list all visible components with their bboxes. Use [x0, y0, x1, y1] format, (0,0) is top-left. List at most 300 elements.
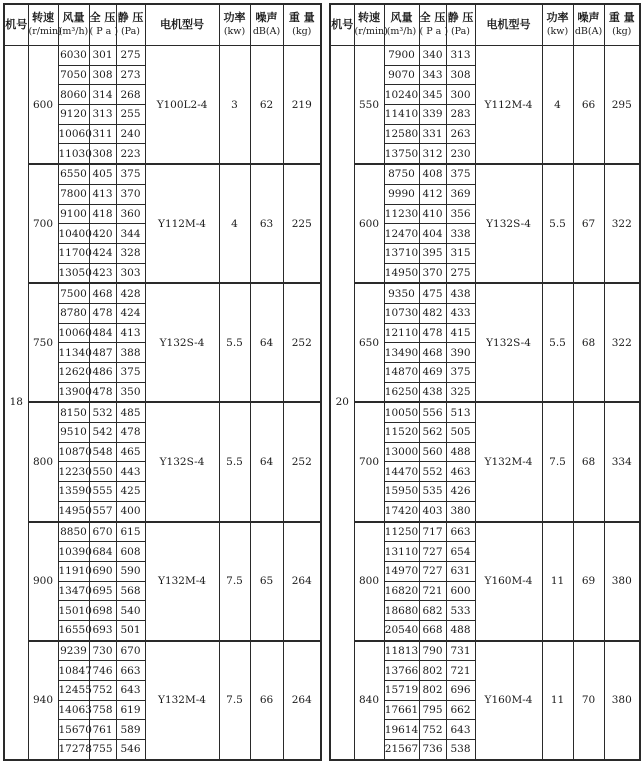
motor-model-cell: Y100L2-4	[145, 46, 219, 165]
flow-cell: 14970	[384, 561, 419, 581]
static-pressure-cell: 388	[116, 343, 145, 363]
weight-cell: 380	[604, 522, 640, 641]
total-pressure-cell: 313	[89, 105, 116, 125]
noise-cell: 69	[573, 522, 604, 641]
static-pressure-cell: 721	[446, 661, 475, 681]
static-pressure-cell: 465	[116, 442, 145, 462]
static-pressure-cell: 590	[116, 561, 145, 581]
flow-cell: 11230	[384, 204, 419, 224]
flow-cell: 12580	[384, 124, 419, 144]
total-pressure-cell: 413	[89, 184, 116, 204]
col-header-total-pressure: 全 压 ( P a )	[419, 4, 446, 46]
power-cell: 5.5	[542, 283, 573, 402]
col-header-weight: 重 量 (kg)	[604, 4, 640, 46]
col-header-power: 功率 (kw)	[219, 4, 250, 46]
weight-cell: 252	[283, 283, 321, 402]
static-pressure-cell: 356	[446, 204, 475, 224]
flow-cell: 17420	[384, 501, 419, 521]
static-pressure-cell: 263	[446, 124, 475, 144]
flow-cell: 17278	[58, 740, 89, 760]
flow-cell: 15670	[58, 720, 89, 740]
total-pressure-cell: 469	[419, 363, 446, 383]
static-pressure-cell: 375	[446, 363, 475, 383]
total-pressure-cell: 727	[419, 542, 446, 562]
static-pressure-cell: 230	[446, 144, 475, 164]
power-cell: 11	[542, 522, 573, 641]
flow-cell: 13000	[384, 442, 419, 462]
noise-cell: 68	[573, 402, 604, 521]
total-pressure-cell: 682	[419, 601, 446, 621]
total-pressure-cell: 552	[419, 462, 446, 482]
static-pressure-cell: 275	[116, 46, 145, 66]
static-pressure-cell: 478	[116, 423, 145, 443]
motor-model-cell: Y132M-4	[475, 402, 542, 521]
total-pressure-cell: 308	[89, 144, 116, 164]
noise-cell: 67	[573, 164, 604, 283]
flow-cell: 16250	[384, 382, 419, 402]
total-pressure-cell: 556	[419, 402, 446, 422]
flow-cell: 9350	[384, 283, 419, 303]
col-header-machine: 机号	[330, 4, 354, 46]
total-pressure-cell: 311	[89, 124, 116, 144]
flow-cell: 10730	[384, 303, 419, 323]
static-pressure-cell: 696	[446, 681, 475, 701]
motor-model-cell: Y132M-4	[145, 522, 219, 641]
flow-cell: 10060	[58, 124, 89, 144]
speed-cell: 600	[28, 46, 58, 165]
total-pressure-cell: 395	[419, 243, 446, 263]
flow-cell: 14470	[384, 462, 419, 482]
static-pressure-cell: 643	[116, 681, 145, 701]
total-pressure-cell: 555	[89, 482, 116, 502]
total-pressure-cell: 410	[419, 204, 446, 224]
weight-cell: 334	[604, 402, 640, 521]
total-pressure-cell: 403	[419, 501, 446, 521]
flow-cell: 10240	[384, 85, 419, 105]
flow-cell: 13110	[384, 542, 419, 562]
static-pressure-cell: 505	[446, 423, 475, 443]
flow-cell: 13470	[58, 581, 89, 601]
static-pressure-cell: 488	[446, 442, 475, 462]
total-pressure-cell: 550	[89, 462, 116, 482]
speed-cell: 550	[354, 46, 384, 165]
noise-cell: 63	[250, 164, 283, 283]
total-pressure-cell: 468	[419, 343, 446, 363]
table-row	[330, 641, 640, 661]
speed-cell: 940	[28, 641, 58, 760]
noise-cell: 68	[573, 283, 604, 402]
total-pressure-cell: 438	[419, 382, 446, 402]
total-pressure-cell: 478	[419, 323, 446, 343]
flow-cell: 12110	[384, 323, 419, 343]
weight-cell: 295	[604, 46, 640, 165]
weight-cell: 322	[604, 164, 640, 283]
flow-cell: 16820	[384, 581, 419, 601]
total-pressure-cell: 761	[89, 720, 116, 740]
flow-cell: 8750	[384, 164, 419, 184]
flow-cell: 10400	[58, 224, 89, 244]
static-pressure-cell: 283	[446, 105, 475, 125]
total-pressure-cell: 418	[89, 204, 116, 224]
total-pressure-cell: 482	[419, 303, 446, 323]
total-pressure-cell: 790	[419, 641, 446, 661]
flow-cell: 12620	[58, 363, 89, 383]
total-pressure-cell: 721	[419, 581, 446, 601]
static-pressure-cell: 428	[116, 283, 145, 303]
static-pressure-cell: 360	[116, 204, 145, 224]
flow-cell: 10847	[58, 661, 89, 681]
table-row	[4, 283, 321, 303]
power-cell: 5.5	[219, 402, 250, 521]
static-pressure-cell: 540	[116, 601, 145, 621]
col-header-motor: 电机型号	[145, 4, 219, 46]
static-pressure-cell: 670	[116, 641, 145, 661]
total-pressure-cell: 717	[419, 522, 446, 542]
total-pressure-cell: 314	[89, 85, 116, 105]
flow-cell: 14870	[384, 363, 419, 383]
static-pressure-cell: 426	[446, 482, 475, 502]
motor-model-cell: Y112M-4	[145, 164, 219, 283]
power-cell: 11	[542, 641, 573, 760]
total-pressure-cell: 312	[419, 144, 446, 164]
static-pressure-cell: 608	[116, 542, 145, 562]
machine-number-cell: 18	[4, 46, 28, 760]
flow-cell: 13766	[384, 661, 419, 681]
motor-model-cell: Y132S-4	[475, 283, 542, 402]
flow-cell: 18680	[384, 601, 419, 621]
table-header-row	[330, 4, 640, 46]
noise-cell: 70	[573, 641, 604, 760]
total-pressure-cell: 758	[89, 700, 116, 720]
total-pressure-cell: 345	[419, 85, 446, 105]
speed-cell: 600	[354, 164, 384, 283]
static-pressure-cell: 654	[446, 542, 475, 562]
total-pressure-cell: 331	[419, 124, 446, 144]
static-pressure-cell: 400	[116, 501, 145, 521]
total-pressure-cell: 548	[89, 442, 116, 462]
static-pressure-cell: 380	[446, 501, 475, 521]
table-row	[4, 164, 321, 184]
table-row	[4, 46, 321, 66]
flow-cell: 9239	[58, 641, 89, 661]
static-pressure-cell: 643	[446, 720, 475, 740]
flow-cell: 11910	[58, 561, 89, 581]
flow-cell: 15010	[58, 601, 89, 621]
total-pressure-cell: 698	[89, 601, 116, 621]
total-pressure-cell: 684	[89, 542, 116, 562]
static-pressure-cell: 390	[446, 343, 475, 363]
static-pressure-cell: 438	[446, 283, 475, 303]
motor-model-cell: Y132S-4	[475, 164, 542, 283]
static-pressure-cell: 308	[446, 65, 475, 85]
total-pressure-cell: 478	[89, 303, 116, 323]
static-pressure-cell: 424	[116, 303, 145, 323]
flow-cell: 10870	[58, 442, 89, 462]
flow-cell: 11250	[384, 522, 419, 542]
static-pressure-cell: 413	[116, 323, 145, 343]
col-header-machine: 机号	[4, 4, 28, 46]
motor-model-cell: Y160M-4	[475, 641, 542, 760]
table-row	[330, 402, 640, 422]
static-pressure-cell: 488	[446, 620, 475, 640]
speed-cell: 900	[28, 522, 58, 641]
static-pressure-cell: 568	[116, 581, 145, 601]
static-pressure-cell: 501	[116, 620, 145, 640]
total-pressure-cell: 670	[89, 522, 116, 542]
flow-cell: 7900	[384, 46, 419, 66]
total-pressure-cell: 695	[89, 581, 116, 601]
static-pressure-cell: 731	[446, 641, 475, 661]
col-header-flow: 风量 (m³/h)	[384, 4, 419, 46]
speed-cell: 800	[354, 522, 384, 641]
flow-cell: 10390	[58, 542, 89, 562]
speed-cell: 840	[354, 641, 384, 760]
flow-cell: 13750	[384, 144, 419, 164]
motor-model-cell: Y132M-4	[145, 641, 219, 760]
machine-number-cell: 20	[330, 46, 354, 760]
total-pressure-cell: 424	[89, 243, 116, 263]
static-pressure-cell: 433	[446, 303, 475, 323]
table-row	[330, 164, 640, 184]
static-pressure-cell: 425	[116, 482, 145, 502]
flow-cell: 14063	[58, 700, 89, 720]
flow-cell: 13490	[384, 343, 419, 363]
total-pressure-cell: 405	[89, 164, 116, 184]
total-pressure-cell: 693	[89, 620, 116, 640]
static-pressure-cell: 325	[446, 382, 475, 402]
flow-cell: 13900	[58, 382, 89, 402]
table-row	[4, 641, 321, 661]
weight-cell: 264	[283, 522, 321, 641]
power-cell: 7.5	[219, 522, 250, 641]
flow-cell: 10060	[58, 323, 89, 343]
weight-cell: 225	[283, 164, 321, 283]
power-cell: 5.5	[219, 283, 250, 402]
flow-cell: 9100	[58, 204, 89, 224]
total-pressure-cell: 752	[419, 720, 446, 740]
flow-cell: 19614	[384, 720, 419, 740]
motor-model-cell: Y160M-4	[475, 522, 542, 641]
weight-cell: 264	[283, 641, 321, 760]
total-pressure-cell: 301	[89, 46, 116, 66]
total-pressure-cell: 468	[89, 283, 116, 303]
weight-cell: 380	[604, 641, 640, 760]
total-pressure-cell: 370	[419, 263, 446, 283]
flow-cell: 15719	[384, 681, 419, 701]
static-pressure-cell: 275	[446, 263, 475, 283]
speed-cell: 700	[354, 402, 384, 521]
static-pressure-cell: 631	[446, 561, 475, 581]
speed-cell: 650	[354, 283, 384, 402]
flow-cell: 16550	[58, 620, 89, 640]
power-cell: 7.5	[219, 641, 250, 760]
table-header-row	[4, 4, 321, 46]
noise-cell: 65	[250, 522, 283, 641]
total-pressure-cell: 795	[419, 700, 446, 720]
flow-cell: 13590	[58, 482, 89, 502]
flow-cell: 8850	[58, 522, 89, 542]
total-pressure-cell: 736	[419, 740, 446, 760]
flow-cell: 10050	[384, 402, 419, 422]
power-cell: 4	[219, 164, 250, 283]
flow-cell: 21567	[384, 740, 419, 760]
speed-cell: 750	[28, 283, 58, 402]
static-pressure-cell: 300	[446, 85, 475, 105]
static-pressure-cell: 589	[116, 720, 145, 740]
flow-cell: 17661	[384, 700, 419, 720]
total-pressure-cell: 752	[89, 681, 116, 701]
total-pressure-cell: 339	[419, 105, 446, 125]
speed-cell: 700	[28, 164, 58, 283]
flow-cell: 11410	[384, 105, 419, 125]
col-header-flow: 风量 (m³/h)	[58, 4, 89, 46]
total-pressure-cell: 484	[89, 323, 116, 343]
table-row	[330, 283, 640, 303]
flow-cell: 7500	[58, 283, 89, 303]
noise-cell: 66	[250, 641, 283, 760]
flow-cell: 6030	[58, 46, 89, 66]
static-pressure-cell: 240	[116, 124, 145, 144]
total-pressure-cell: 487	[89, 343, 116, 363]
flow-cell: 9070	[384, 65, 419, 85]
static-pressure-cell: 663	[116, 661, 145, 681]
motor-model-cell: Y112M-4	[475, 46, 542, 165]
flow-cell: 11030	[58, 144, 89, 164]
static-pressure-cell: 546	[116, 740, 145, 760]
total-pressure-cell: 560	[419, 442, 446, 462]
flow-cell: 6550	[58, 164, 89, 184]
weight-cell: 219	[283, 46, 321, 165]
flow-cell: 8060	[58, 85, 89, 105]
flow-cell: 13710	[384, 243, 419, 263]
table-row	[4, 402, 321, 422]
col-header-static-pressure: 静 压 (Pa)	[116, 4, 145, 46]
total-pressure-cell: 478	[89, 382, 116, 402]
static-pressure-cell: 338	[446, 224, 475, 244]
col-header-total-pressure: 全 压 ( P a )	[89, 4, 116, 46]
static-pressure-cell: 223	[116, 144, 145, 164]
fan-spec-table-20	[329, 3, 641, 761]
static-pressure-cell: 375	[116, 164, 145, 184]
static-pressure-cell: 328	[116, 243, 145, 263]
flow-cell: 13050	[58, 263, 89, 283]
noise-cell: 64	[250, 402, 283, 521]
total-pressure-cell: 690	[89, 561, 116, 581]
flow-cell: 8150	[58, 402, 89, 422]
col-header-noise: 噪声 dB(A)	[250, 4, 283, 46]
total-pressure-cell: 562	[419, 423, 446, 443]
static-pressure-cell: 268	[116, 85, 145, 105]
static-pressure-cell: 485	[116, 402, 145, 422]
flow-cell: 11700	[58, 243, 89, 263]
total-pressure-cell: 755	[89, 740, 116, 760]
speed-cell: 800	[28, 402, 58, 521]
total-pressure-cell: 535	[419, 482, 446, 502]
motor-model-cell: Y132S-4	[145, 283, 219, 402]
flow-cell: 9120	[58, 105, 89, 125]
col-header-noise: 噪声 dB(A)	[573, 4, 604, 46]
power-cell: 4	[542, 46, 573, 165]
total-pressure-cell: 486	[89, 363, 116, 383]
total-pressure-cell: 730	[89, 641, 116, 661]
total-pressure-cell: 727	[419, 561, 446, 581]
total-pressure-cell: 557	[89, 501, 116, 521]
power-cell: 7.5	[542, 402, 573, 521]
table-row	[4, 522, 321, 542]
noise-cell: 66	[573, 46, 604, 165]
flow-cell: 11340	[58, 343, 89, 363]
weight-cell: 322	[604, 283, 640, 402]
static-pressure-cell: 619	[116, 700, 145, 720]
flow-cell: 12455	[58, 681, 89, 701]
static-pressure-cell: 344	[116, 224, 145, 244]
flow-cell: 11520	[384, 423, 419, 443]
static-pressure-cell: 369	[446, 184, 475, 204]
static-pressure-cell: 662	[446, 700, 475, 720]
flow-cell: 20540	[384, 620, 419, 640]
static-pressure-cell: 370	[116, 184, 145, 204]
static-pressure-cell: 415	[446, 323, 475, 343]
col-header-speed: 转速 (r/min)	[28, 4, 58, 46]
total-pressure-cell: 802	[419, 661, 446, 681]
static-pressure-cell: 303	[116, 263, 145, 283]
table-row	[330, 522, 640, 542]
power-cell: 5.5	[542, 164, 573, 283]
col-header-static-pressure: 静 压 (Pa)	[446, 4, 475, 46]
noise-cell: 62	[250, 46, 283, 165]
flow-cell: 14950	[384, 263, 419, 283]
flow-cell: 11813	[384, 641, 419, 661]
total-pressure-cell: 668	[419, 620, 446, 640]
fan-spec-table-18	[3, 3, 322, 761]
total-pressure-cell: 802	[419, 681, 446, 701]
total-pressure-cell: 746	[89, 661, 116, 681]
static-pressure-cell: 350	[116, 382, 145, 402]
static-pressure-cell: 663	[446, 522, 475, 542]
flow-cell: 12230	[58, 462, 89, 482]
static-pressure-cell: 600	[446, 581, 475, 601]
total-pressure-cell: 408	[419, 164, 446, 184]
flow-cell: 9990	[384, 184, 419, 204]
table-row	[330, 46, 640, 66]
total-pressure-cell: 542	[89, 423, 116, 443]
static-pressure-cell: 463	[446, 462, 475, 482]
static-pressure-cell: 375	[446, 164, 475, 184]
flow-cell: 7800	[58, 184, 89, 204]
static-pressure-cell: 615	[116, 522, 145, 542]
total-pressure-cell: 343	[419, 65, 446, 85]
static-pressure-cell: 533	[446, 601, 475, 621]
noise-cell: 64	[250, 283, 283, 402]
total-pressure-cell: 475	[419, 283, 446, 303]
static-pressure-cell: 375	[116, 363, 145, 383]
static-pressure-cell: 313	[446, 46, 475, 66]
flow-cell: 9510	[58, 423, 89, 443]
col-header-speed: 转速 (r/min)	[354, 4, 384, 46]
col-header-weight: 重 量 (kg)	[283, 4, 321, 46]
static-pressure-cell: 443	[116, 462, 145, 482]
col-header-power: 功率 (kw)	[542, 4, 573, 46]
total-pressure-cell: 420	[89, 224, 116, 244]
total-pressure-cell: 423	[89, 263, 116, 283]
power-cell: 3	[219, 46, 250, 165]
static-pressure-cell: 273	[116, 65, 145, 85]
total-pressure-cell: 340	[419, 46, 446, 66]
total-pressure-cell: 532	[89, 402, 116, 422]
total-pressure-cell: 404	[419, 224, 446, 244]
total-pressure-cell: 308	[89, 65, 116, 85]
flow-cell: 8780	[58, 303, 89, 323]
